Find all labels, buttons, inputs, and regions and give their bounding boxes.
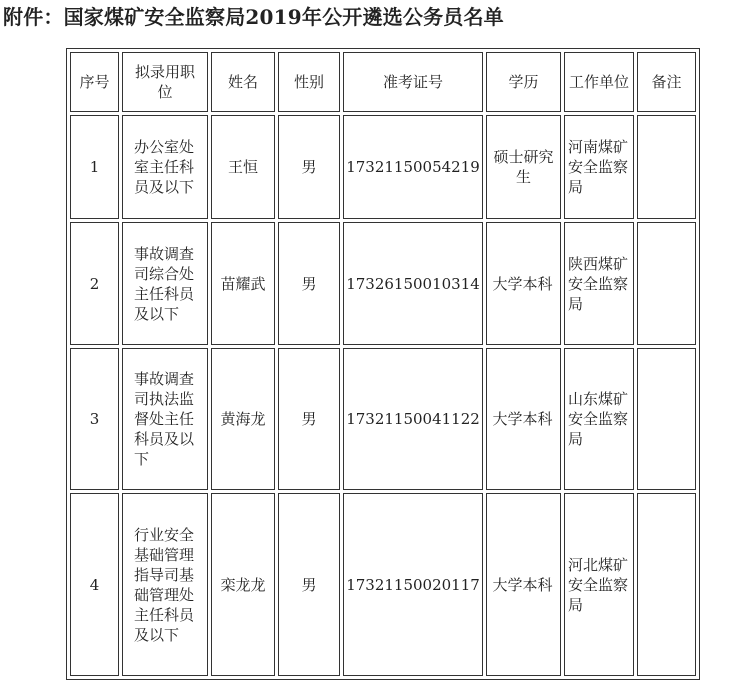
cell-education [486,115,561,219]
cell-education-text: 硕士研究生 [493,148,554,186]
cell-education [486,222,561,345]
cell-exam-id: 17326150010314 [343,222,483,345]
header-unit-text: 工作单位 [568,73,629,91]
cell-gender: 男 [278,222,340,345]
cell-education [486,493,561,676]
cell-name: 黄海龙 [211,348,275,490]
table-row [70,493,696,676]
cell-name: 王恒 [211,115,275,219]
cell-seq: 2 [70,222,119,345]
roster-table [66,48,700,680]
cell-remark [637,348,696,490]
cell-position-text: 事故调查司综合处主任科员及以下 [134,244,195,323]
header-row [70,52,696,112]
cell-position [122,222,208,345]
header-seq: 序号 [70,52,119,112]
header-gender: 性别 [278,52,340,112]
cell-position-text: 事故调查司执法监督处主任科员及以下 [134,370,195,468]
cell-seq: 4 [70,493,119,676]
cell-unit-text: 河南煤矿安全监察局 [568,138,629,196]
cell-position [122,493,208,676]
cell-unit-text: 山东煤矿安全监察局 [568,390,629,448]
cell-position-text: 行业安全基础管理指导司基础管理处主任科员及以下 [134,525,195,644]
cell-remark [637,115,696,219]
header-position [122,52,208,112]
header-unit [564,52,634,112]
cell-exam-id: 17321150054219 [343,115,483,219]
cell-education-text: 大学本科 [492,575,553,594]
cell-exam-id: 17321150041122 [343,348,483,490]
table-row [70,222,696,345]
header-education: 学历 [486,52,561,112]
cell-unit [564,493,634,676]
header-exam-id: 准考证号 [343,52,483,112]
cell-position [122,348,208,490]
header-remark: 备注 [637,52,696,112]
header-position-text: 拟录用职位 [134,63,195,101]
cell-remark [637,222,696,345]
cell-education-text: 大学本科 [492,274,553,293]
cell-position-text: 办公室处室主任科员及以下 [134,138,195,196]
header-name: 姓名 [211,52,275,112]
cell-seq: 3 [70,348,119,490]
cell-unit [564,348,634,490]
cell-unit [564,222,634,345]
cell-position [122,115,208,219]
cell-exam-id: 17321150020117 [343,493,483,676]
table-row [70,348,696,490]
cell-name: 苗耀武 [211,222,275,345]
cell-gender: 男 [278,493,340,676]
cell-education-text: 大学本科 [492,410,553,428]
cell-name: 栾龙龙 [211,493,275,676]
cell-gender: 男 [278,115,340,219]
table-row [70,115,696,219]
cell-unit [564,115,634,219]
document-title: 附件：国家煤矿安全监察局2019年公开遴选公务员名单 [3,5,504,29]
cell-remark [637,493,696,676]
cell-seq: 1 [70,115,119,219]
cell-gender: 男 [278,348,340,490]
cell-unit-text: 陕西煤矿安全监察局 [568,254,629,313]
cell-unit-text: 河北煤矿安全监察局 [568,555,629,614]
cell-education [486,348,561,490]
